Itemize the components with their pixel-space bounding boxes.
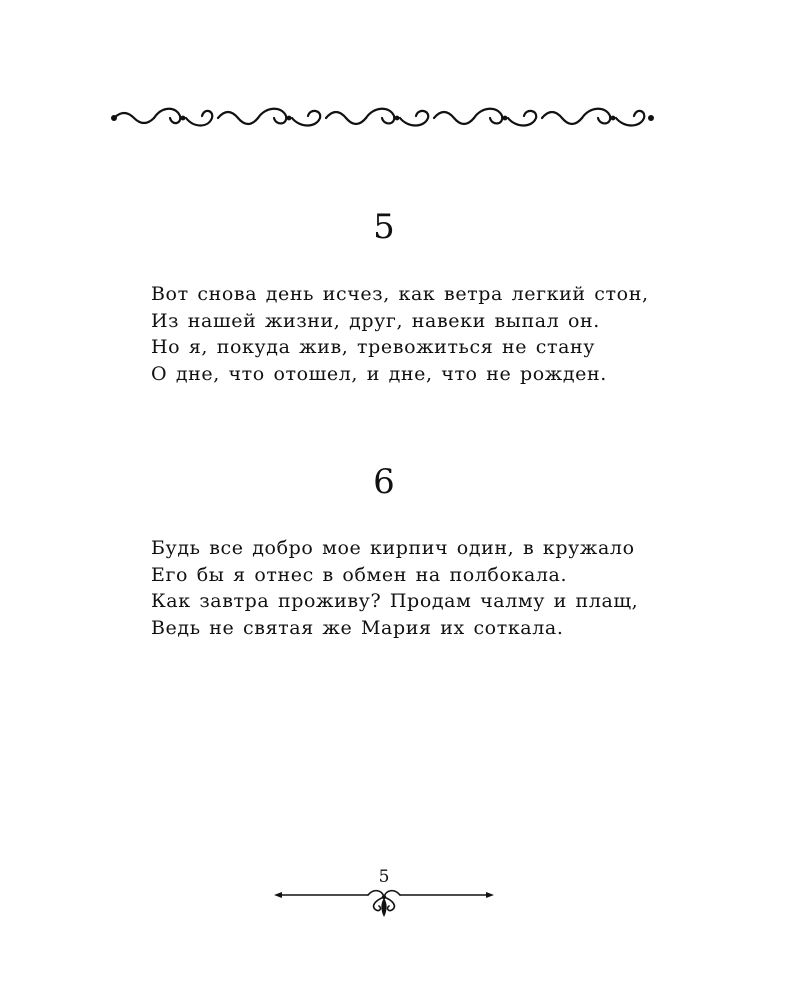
verse-line: О дне, что отошел, и дне, что не рожден. <box>151 362 607 385</box>
verse-line: Будь все добро мое кирпич один, в кружало <box>151 537 635 559</box>
verse-line: Как завтра проживу? Продам чалму и плащ, <box>151 590 639 612</box>
scroll-border-ornament-icon <box>110 98 655 132</box>
stanza-text <box>151 535 671 641</box>
verse-line: Его бы я отнес в обмен на полбокала. <box>151 563 568 586</box>
fleuron-ornament-icon <box>272 884 496 920</box>
verse-line: Ведь не святая же Мария их соткала. <box>151 616 564 639</box>
verse-line: Из нашей жизни, друг, навеки выпал он. <box>151 309 600 332</box>
page-number: 5 <box>378 867 390 887</box>
verse-line: Вот снова день исчез, как ветра легкий стон, <box>151 283 649 305</box>
verse-line: Но я, покуда жив, тревожиться не стану <box>151 336 596 358</box>
stanza-number: 5 <box>373 207 395 247</box>
stanza-number: 6 <box>373 462 395 502</box>
stanza-text <box>151 281 671 387</box>
